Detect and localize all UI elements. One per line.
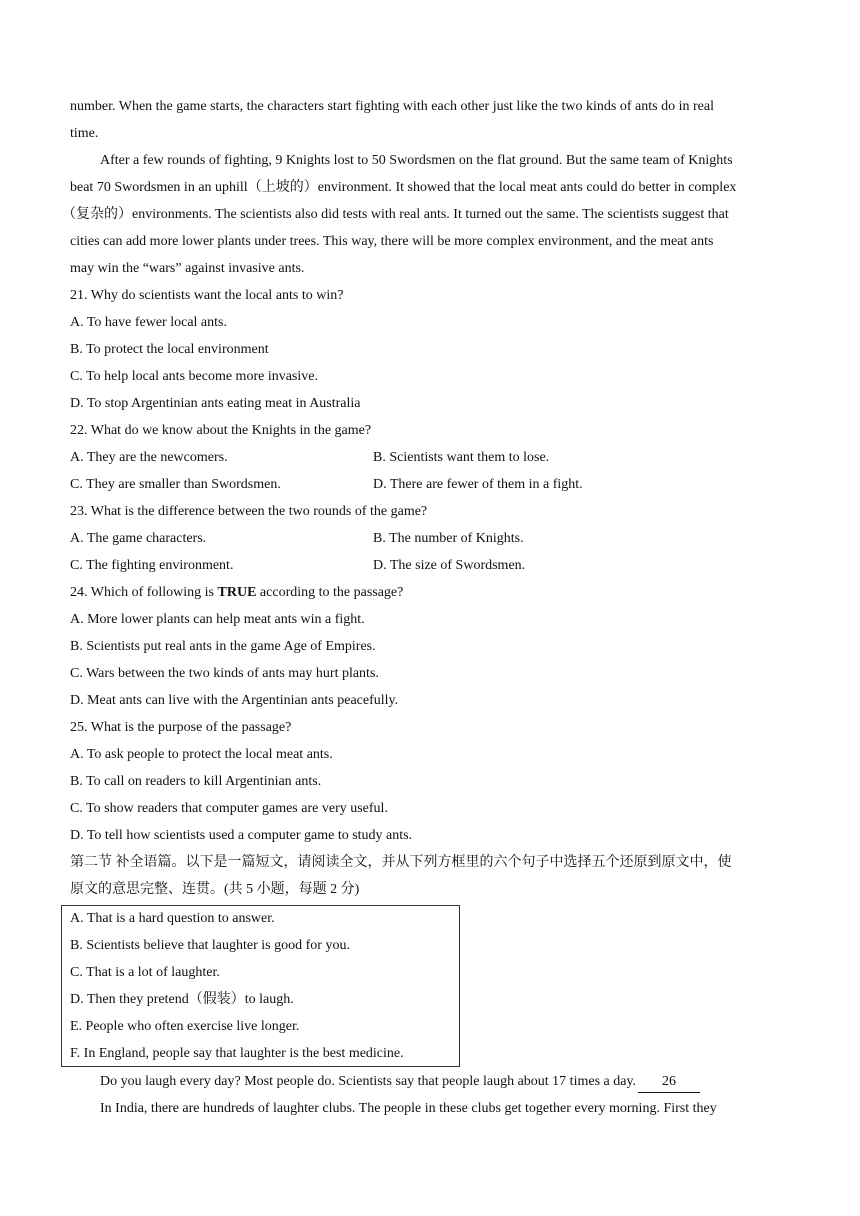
- option-24-b: B. Scientists put real ants in the game Age of Empires.: [70, 639, 376, 654]
- passage-line: After a few rounds of fighting, 9 Knights lost to 50 Swordsmen on the flat ground. But the same team of Knights: [100, 153, 733, 168]
- passage-line: beat 70 Swordsmen in an uphill（上坡的）environment. It showed that the local meat ants could do better in complex: [70, 180, 737, 195]
- option-23-d: D. The size of Swordsmen.: [373, 558, 526, 573]
- box-option-b: B. Scientists believe that laughter is good for you.: [70, 938, 350, 953]
- section-instruction: 原文的意思完整、连贯。(共 5 小题，每题 2 分): [70, 882, 360, 897]
- question-stem-24: [70, 583, 403, 603]
- passage-line: may win the “wars” against invasive ants.: [70, 261, 305, 276]
- passage-line: In India, there are hundreds of laughter clubs. The people in these clubs get together every morning. First they: [100, 1101, 717, 1116]
- section-instruction: 第二节 补全语篇。以下是一篇短文，请阅读全文，并从下列方框里的六个句子中选择五个还原到原文中，使: [70, 855, 732, 870]
- passage-line: [100, 1072, 700, 1092]
- option-25-a: A. To ask people to protect the local meat ants.: [70, 747, 333, 762]
- option-24-d: D. Meat ants can live with the Argentinian ants peacefully.: [70, 693, 399, 708]
- options-box: [61, 905, 460, 1067]
- question-stem-25: 25. What is the purpose of the passage?: [70, 720, 292, 735]
- option-21-c: C. To help local ants become more invasive.: [70, 369, 318, 384]
- box-option-d: D. Then they pretend（假装）to laugh.: [70, 992, 294, 1007]
- option-21-a: A. To have fewer local ants.: [70, 315, 227, 330]
- option-21-b: B. To protect the local environment: [70, 342, 269, 357]
- passage-line: cities can add more lower plants under trees. This way, there will be more complex environment, and the meat ants: [70, 234, 714, 249]
- question-stem-21: 21. Why do scientists want the local ants to win?: [70, 288, 344, 303]
- option-21-d: D. To stop Argentinian ants eating meat in Australia: [70, 396, 361, 411]
- option-22-c: C. They are smaller than Swordsmen.: [70, 477, 281, 492]
- option-25-b: B. To call on readers to kill Argentinian ants.: [70, 774, 322, 789]
- box-option-c: C. That is a lot of laughter.: [70, 965, 220, 980]
- option-23-c: C. The fighting environment.: [70, 558, 234, 573]
- passage-line: time.: [70, 126, 99, 141]
- box-option-e: E. People who often exercise live longer.: [70, 1019, 300, 1034]
- option-25-c: C. To show readers that computer games are very useful.: [70, 801, 388, 816]
- passage-line: number. When the game starts, the characters start fighting with each other just like the two kinds of ants do in real: [70, 99, 714, 114]
- option-25-d: D. To tell how scientists used a computer game to study ants.: [70, 828, 413, 843]
- option-22-d: D. There are fewer of them in a fight.: [373, 477, 583, 492]
- stem-text: according to the passage?: [256, 585, 404, 600]
- passage-text: Do you laugh every day? Most people do. Scientists say that people laugh about 17 times a day.: [100, 1074, 637, 1089]
- stem-text: 24. Which of following is: [70, 585, 218, 600]
- option-24-a: A. More lower plants can help meat ants win a fight.: [70, 612, 365, 627]
- stem-bold-text: TRUE: [217, 585, 257, 600]
- option-22-b: B. Scientists want them to lose.: [373, 450, 550, 465]
- answer-blank-26[interactable]: 26: [638, 1072, 700, 1093]
- option-24-c: C. Wars between the two kinds of ants may hurt plants.: [70, 666, 379, 681]
- passage-line: （复杂的）environments. The scientists also did tests with real ants. It turned out the same. The scientists suggest that: [62, 207, 729, 222]
- question-stem-22: 22. What do we know about the Knights in the game?: [70, 423, 372, 438]
- box-option-f: F. In England, people say that laughter is the best medicine.: [70, 1046, 404, 1061]
- question-stem-23: 23. What is the difference between the two rounds of the game?: [70, 504, 428, 519]
- option-23-b: B. The number of Knights.: [373, 531, 524, 546]
- option-22-a: A. They are the newcomers.: [70, 450, 228, 465]
- option-23-a: A. The game characters.: [70, 531, 207, 546]
- box-option-a: A. That is a hard question to answer.: [70, 911, 275, 926]
